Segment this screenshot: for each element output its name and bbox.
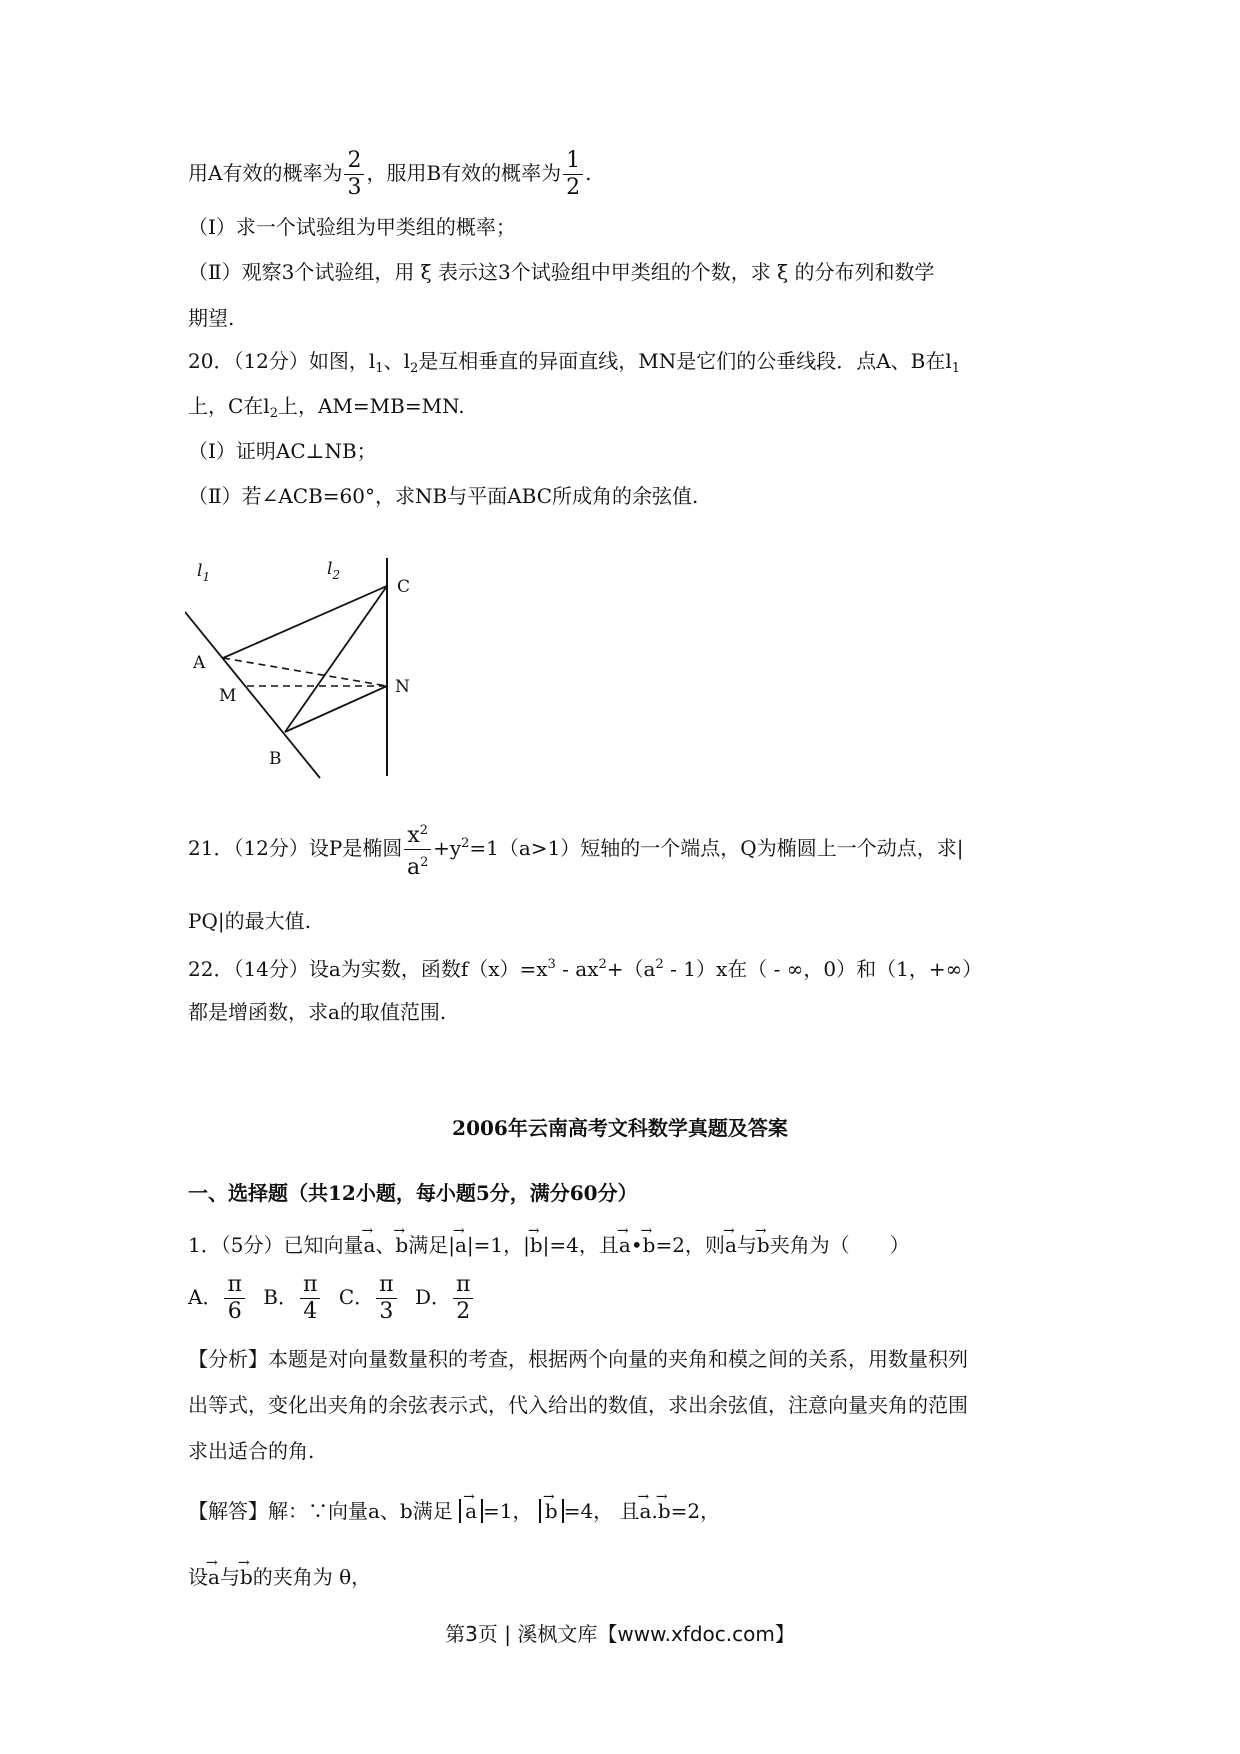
solution-text: 设 [188, 1565, 208, 1589]
frac-num [404, 818, 431, 850]
q21-text: =1（a>1）短轴的一个端点，Q为椭圆上一个动点，求| [469, 836, 964, 860]
vector-a: → a [465, 1488, 477, 1526]
frac-num: π [453, 1272, 473, 1299]
fraction-one-half [563, 148, 583, 201]
vector-b: → b [545, 1488, 558, 1526]
q20-line2 [188, 391, 465, 429]
frac-den: 2 [456, 1299, 471, 1324]
q20-text: 是互相垂直的异面直线，MN是它们的公垂线段．点A、B在l [418, 349, 952, 373]
q19-text-c: . [585, 161, 592, 185]
solution-text: 的夹角为 θ， [252, 1565, 372, 1589]
frac-den [404, 850, 431, 881]
solution-text: 且 [619, 1499, 640, 1523]
option-label: D． [414, 1285, 451, 1309]
q1-options [188, 1272, 475, 1325]
frac-num: 2 [344, 148, 364, 175]
q22-line1 [188, 950, 982, 984]
q22-text: 22．（14分）设a为实数，函数f（x）=x [188, 957, 548, 981]
vector-a: → a [619, 1222, 631, 1260]
frac-num: π [376, 1272, 396, 1299]
frac-num: π [224, 1272, 244, 1299]
q20-text: 、l [383, 349, 410, 373]
q1-text: |=1，| [466, 1233, 530, 1257]
q19-probability-line [188, 148, 592, 201]
label-A: A [193, 653, 206, 673]
solution-text: 【解答】解：∵向量a、b满足 [188, 1499, 453, 1523]
frac-num: 1 [563, 148, 583, 175]
q20-text: 上，AM=MB=MN. [277, 394, 465, 418]
vector-a: → a [208, 1554, 220, 1592]
abs-vector-b [539, 1499, 564, 1523]
superscript: 2 [419, 823, 429, 838]
subscript: 1 [951, 361, 961, 376]
vector-b: → b [530, 1222, 543, 1260]
q19-part2-line2: 期望. [188, 306, 235, 330]
q1-text: |=4，且 [542, 1233, 619, 1257]
skew-lines-figure [185, 556, 435, 786]
option-b [263, 1272, 322, 1324]
option-fraction [376, 1272, 396, 1325]
q1-stem [188, 1222, 910, 1260]
option-d [414, 1272, 476, 1324]
q20-line1 [188, 346, 960, 384]
analysis-line2: 出等式，变化出夹角的余弦表示式，代入给出的数值，求出余弦值，注意向量夹角的范围 [188, 1393, 968, 1417]
frac-num-text: x [407, 823, 420, 848]
q22-text: - 1）x在（ - ∞，0）和（1，+∞） [663, 957, 983, 981]
option-fraction [453, 1272, 473, 1325]
option-label: B． [263, 1285, 298, 1309]
fraction-two-thirds [344, 148, 364, 201]
frac-den-text: a [407, 855, 421, 880]
q19-part1: （Ⅰ）求一个试验组为甲类组的概率； [188, 215, 516, 239]
page-title: 2006年云南高考文科数学真题及答案 [452, 1116, 788, 1140]
segment-AN-dashed [223, 658, 387, 686]
vector-b: → b [643, 1222, 656, 1260]
frac-den: 4 [303, 1299, 318, 1324]
dot-symbol: . [651, 1499, 658, 1523]
frac-den: 6 [227, 1299, 242, 1324]
label-N: N [395, 677, 410, 697]
subscript: 2 [409, 361, 419, 376]
q22-line2: 都是增函数，求a的取值范围. [188, 1000, 447, 1024]
solution-line2 [188, 1554, 371, 1592]
q21-line2: PQ|的最大值. [188, 909, 311, 933]
vector-a: → a [725, 1222, 737, 1260]
q1-text: 夹角为（ ） [769, 1233, 910, 1257]
solution-text: =4， [563, 1499, 614, 1523]
solution-text: =1， [483, 1499, 533, 1523]
vector-b: → b [395, 1222, 408, 1260]
q20-text: 20．（12分）如图，l [188, 349, 376, 373]
option-label: A． [188, 1285, 223, 1309]
label-C: C [397, 577, 411, 597]
superscript: 2 [598, 957, 607, 972]
label-l1: $l_1$ [197, 561, 211, 584]
subscript: 1 [375, 361, 384, 376]
option-a [188, 1272, 247, 1324]
frac-den: 2 [566, 175, 581, 200]
superscript: 2 [420, 855, 429, 870]
solution-text: =2， [670, 1499, 721, 1523]
vector-b: → b [240, 1554, 253, 1592]
q1-text: 、 [375, 1233, 396, 1257]
analysis-line1: 【分析】本题是对向量数量积的考查，根据两个向量的夹角和模之间的关系，用数量积列 [188, 1347, 968, 1371]
frac-den: 3 [379, 1299, 394, 1324]
page-footer: 第3页 | 溪枫文库【www.xfdoc.com】 [445, 1622, 795, 1646]
option-fraction [300, 1272, 320, 1325]
superscript: 2 [461, 836, 470, 851]
vector-a: → a [640, 1488, 652, 1526]
q1-text: 1．（5分）已知向量 [188, 1233, 364, 1257]
vector-b: → b [658, 1488, 671, 1526]
vector-b: → b [757, 1222, 770, 1260]
q19-text-b: ，服用B有效的概率为 [366, 161, 562, 185]
option-label: C． [338, 1285, 375, 1309]
q20-text: 上，C在l [188, 394, 270, 418]
q21-text: +y [433, 836, 462, 860]
superscript: 3 [547, 957, 556, 972]
superscript: 2 [655, 957, 664, 972]
ellipse-fraction [404, 818, 431, 881]
subscript: 2 [269, 406, 278, 421]
section-heading: 一、选择题（共12小题，每小题5分，满分60分） [188, 1181, 638, 1205]
vector-a: → a [455, 1222, 467, 1260]
vector-a: → a [363, 1222, 375, 1260]
q22-text: +（a [606, 957, 656, 981]
frac-num: π [300, 1272, 320, 1299]
label-M: M [219, 686, 237, 706]
q19-text-a: 用A有效的概率为 [188, 161, 343, 185]
q19-part2-line1: （Ⅱ）观察3个试验组，用 ξ 表示这3个试验组中甲类组的个数，求 ξ 的分布列和数学 [188, 260, 935, 284]
q21-text: 21．（12分）设P是椭圆 [188, 836, 403, 860]
solution-text: 与 [219, 1565, 240, 1589]
line-l1 [185, 612, 320, 778]
q1-text: 满足| [408, 1233, 455, 1257]
q22-text: - ax [555, 957, 599, 981]
q1-text: =2，则 [655, 1233, 725, 1257]
abs-vector-a [459, 1499, 483, 1523]
q20-part2: （Ⅱ）若∠ACB=60°，求NB与平面ABC所成角的余弦值. [188, 484, 699, 508]
q20-part1: （Ⅰ）证明AC⊥NB； [188, 439, 377, 463]
label-B: B [269, 749, 282, 769]
dot-symbol: • [630, 1233, 643, 1257]
q1-text: 与 [736, 1233, 757, 1257]
option-c [338, 1272, 399, 1324]
frac-den: 3 [347, 175, 362, 200]
analysis-line3: 求出适合的角. [188, 1439, 315, 1463]
solution-line1 [188, 1488, 720, 1526]
q21-line1 [188, 818, 963, 881]
label-l2: $l_2$ [327, 559, 341, 582]
option-fraction [224, 1272, 244, 1325]
